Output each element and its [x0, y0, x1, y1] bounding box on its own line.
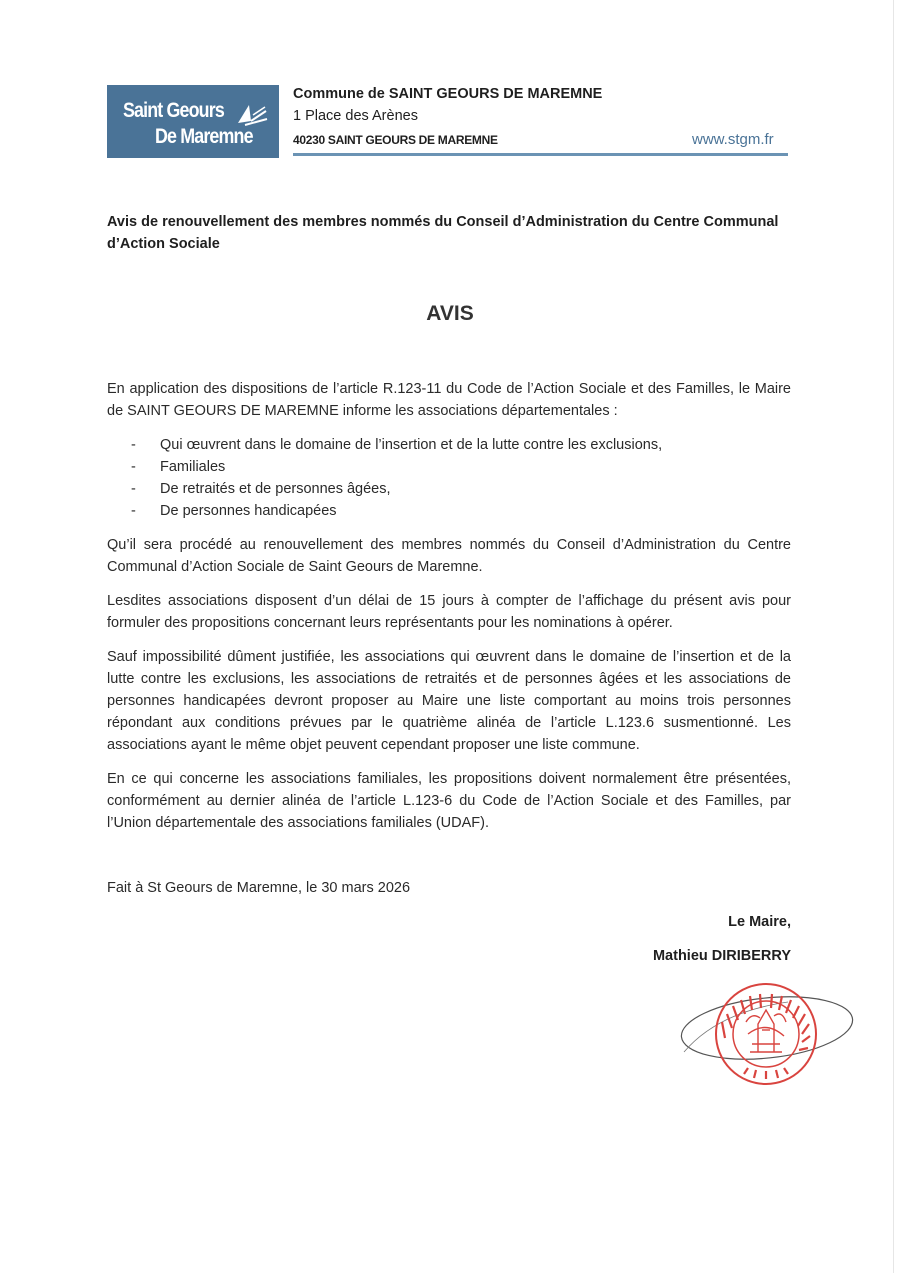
document-title: AVIS: [426, 302, 474, 325]
requirements-paragraph: Sauf impossibilité dûment justifiée, les associations qui œuvrent dans le domaine de l’insertion et de la lutte contre les exclusions, les associations de retraités et de personnes âgées et les associations de personnes handicapées devront proposer au Maire une liste comportant au moins trois personnes répondant aux conditions prévues par le quatrième alinéa de l’article L.123.6 susmentionné. Les associations ayant le même objet peuvent cependant proposer une liste commune.: [107, 649, 791, 753]
list-item-text: De retraités et de personnes âgées,: [160, 481, 391, 497]
bird-icon: [235, 101, 269, 127]
list-item: [107, 500, 791, 522]
family-associations-paragraph: En ce qui concerne les associations familiales, les propositions doivent normalement être présentées, conformément au dernier alinéa de l’article L.123-6 du Code de l’Action Sociale et des Familles, par l’Union départementale des associations familiales (UDAF).: [107, 771, 791, 831]
renewal-paragraph: Qu’il sera procédé au renouvellement des membres nommés du Conseil d’Administration du Centre Communal d’Action Sociale de Saint Geours de Maremne.: [107, 537, 791, 575]
list-item-text: Qui œuvrent dans le domaine de l’insertion et de la lutte contre les exclusions,: [160, 437, 663, 453]
mayor-name: Mathieu DIRIBERRY: [652, 948, 791, 964]
page-edge: [893, 0, 894, 1273]
list-item: [107, 434, 791, 456]
commune-city: 40230 SAINT GEOURS DE MAREMNE: [293, 133, 498, 147]
mayor-title: Le Maire,: [728, 914, 791, 930]
commune-logo: [107, 85, 279, 158]
header-rule: [293, 153, 788, 156]
list-dash: -: [131, 459, 136, 475]
list-dash: -: [131, 437, 136, 453]
signature-place-date: Fait à St Geours de Maremne, le 30 mars 2026: [107, 880, 411, 896]
official-stamp: [678, 982, 856, 1088]
commune-street: 1 Place des Arènes: [293, 108, 418, 124]
list-dash: -: [131, 503, 136, 519]
deadline-paragraph: Lesdites associations disposent d’un délai de 15 jours à compter de l’affichage du présent avis pour formuler des propositions concernant leurs représentants pour les nominations à opérer.: [107, 593, 791, 631]
list-item-text: Familiales: [160, 459, 226, 475]
list-item-text: De personnes handicapées: [160, 503, 337, 519]
document-subject: Avis de renouvellement des membres nommés du Conseil d’Administration du Centre Communal d’Action Sociale: [107, 214, 779, 252]
list-item: [107, 478, 791, 500]
website-link[interactable]: www.stgm.fr: [692, 131, 774, 148]
list-item: [107, 456, 791, 478]
intro-paragraph: En application des dispositions de l’article R.123-11 du Code de l’Action Sociale et des Familles, le Maire de SAINT GEOURS DE MAREMNE informe les associations départementales :: [107, 381, 791, 419]
commune-name: Commune de SAINT GEOURS DE MAREMNE: [293, 86, 603, 102]
logo-line1: Saint Geours: [123, 99, 224, 122]
list-dash: -: [131, 481, 136, 497]
association-list: [107, 434, 791, 522]
logo-line2: De Maremne: [155, 125, 253, 148]
